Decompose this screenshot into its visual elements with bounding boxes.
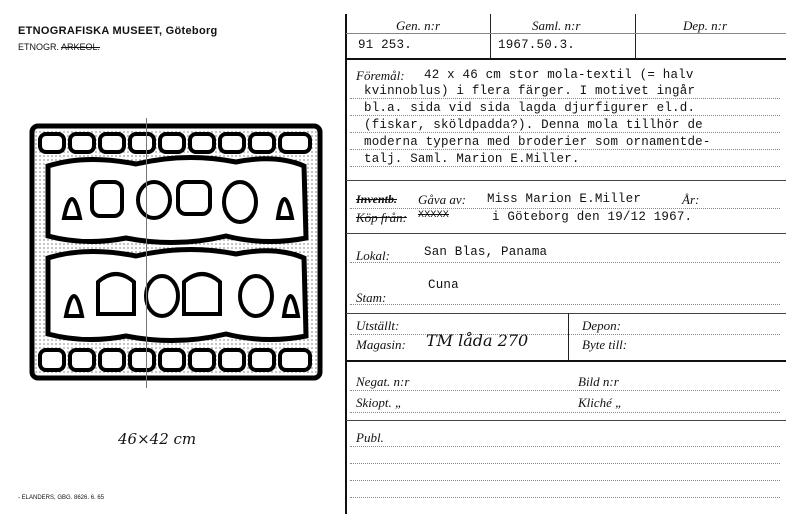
row-rule-6 xyxy=(346,420,786,421)
ruled-line xyxy=(350,334,780,335)
museum-name: ETNOGRAFISKA MUSEET, Göteborg xyxy=(18,25,218,37)
struck-field: XXXXX xyxy=(418,210,450,221)
ruled-line xyxy=(350,262,780,263)
gen-value: 91 253. xyxy=(358,38,412,52)
magasin-value: TM låda 270 xyxy=(426,331,529,350)
pencil-line xyxy=(146,118,147,388)
ruled-line xyxy=(350,115,780,116)
col-divider-2 xyxy=(635,14,636,58)
col-divider-1 xyxy=(490,14,491,58)
foremal-line-6: talj. Saml. Marion E.Miller. xyxy=(364,152,580,166)
etnogr-label: ETNOGR. xyxy=(18,42,60,52)
row-rule-5 xyxy=(346,360,786,362)
row-rule-4 xyxy=(346,313,786,314)
foremal-line-3: bl.a. sida vid sida lagda djurfigurer el.d. xyxy=(364,101,696,115)
mola-sketch xyxy=(26,118,328,386)
foremal-line-4: (fiskar, sköldpadda?). Denna mola tillhör de xyxy=(364,118,703,132)
lokal-value: San Blas, Panama xyxy=(424,245,548,259)
col-subrule xyxy=(346,33,786,34)
lokal-label: Lokal: xyxy=(356,248,390,263)
stam-value: Cuna xyxy=(428,278,459,292)
gava-value: Miss Marion E.Miller xyxy=(487,192,642,206)
inventb-struck: Inventb. xyxy=(356,192,398,206)
ruled-line xyxy=(350,480,780,481)
row-rule-3 xyxy=(346,233,786,234)
kop-label: Köp från: xyxy=(356,210,407,225)
foremal-label: Föremål: xyxy=(356,68,405,83)
arkeol-label-struck: ARKEOL. xyxy=(61,42,101,52)
ruled-line xyxy=(350,446,780,447)
ruled-line xyxy=(350,304,780,305)
gava-label: Gåva av: xyxy=(418,192,467,207)
row-rule-2 xyxy=(346,180,786,181)
ruled-line xyxy=(350,463,780,464)
magasin-label: Magasin: xyxy=(356,337,406,352)
utstallt-label: Utställt: xyxy=(356,318,400,333)
gen-label: Gen. n:r xyxy=(396,18,441,33)
ruled-line xyxy=(350,149,780,150)
negat-label: Negat. n:r xyxy=(356,374,410,389)
skiopt-label: Skiopt. „ xyxy=(356,395,403,410)
ruled-line xyxy=(350,98,780,99)
ar-label: År: xyxy=(682,192,700,207)
kliche-label: Kliché „ xyxy=(578,395,623,410)
stam-label: Stam: xyxy=(356,290,387,305)
foremal-line-1: 42 x 46 cm stor mola-textil (= halv xyxy=(424,68,694,82)
kop-value: i Göteborg den 19/12 1967. xyxy=(492,210,693,224)
card-left-rule xyxy=(345,14,347,514)
row-rule-1 xyxy=(346,58,786,60)
ruled-line xyxy=(350,208,780,209)
saml-label: Saml. n:r xyxy=(532,18,581,33)
ruled-line xyxy=(350,166,780,167)
byte-label: Byte till: xyxy=(582,337,628,352)
saml-value: 1967.50.3. xyxy=(498,38,576,52)
header-category xyxy=(18,42,100,52)
depon-label: Depon: xyxy=(582,318,621,333)
storage-divider xyxy=(568,313,569,360)
ruled-line xyxy=(350,412,780,413)
foremal-line-2: kvinnoblus) i flera färger. I motivet ingår xyxy=(364,84,696,98)
bild-label: Bild n:r xyxy=(578,374,619,389)
ruled-line xyxy=(350,390,780,391)
dep-label: Dep. n:r xyxy=(683,18,728,33)
ruled-line xyxy=(350,132,780,133)
ruled-line xyxy=(350,497,780,498)
printer-footer: - ELANDERS, GBG. 8626. 6. 65 xyxy=(18,495,105,501)
publ-label: Publ. xyxy=(356,430,384,445)
foremal-line-5: moderna typerna med broderier som ornamentde- xyxy=(364,135,711,149)
dimension-note: 46×42 cm xyxy=(118,430,197,448)
